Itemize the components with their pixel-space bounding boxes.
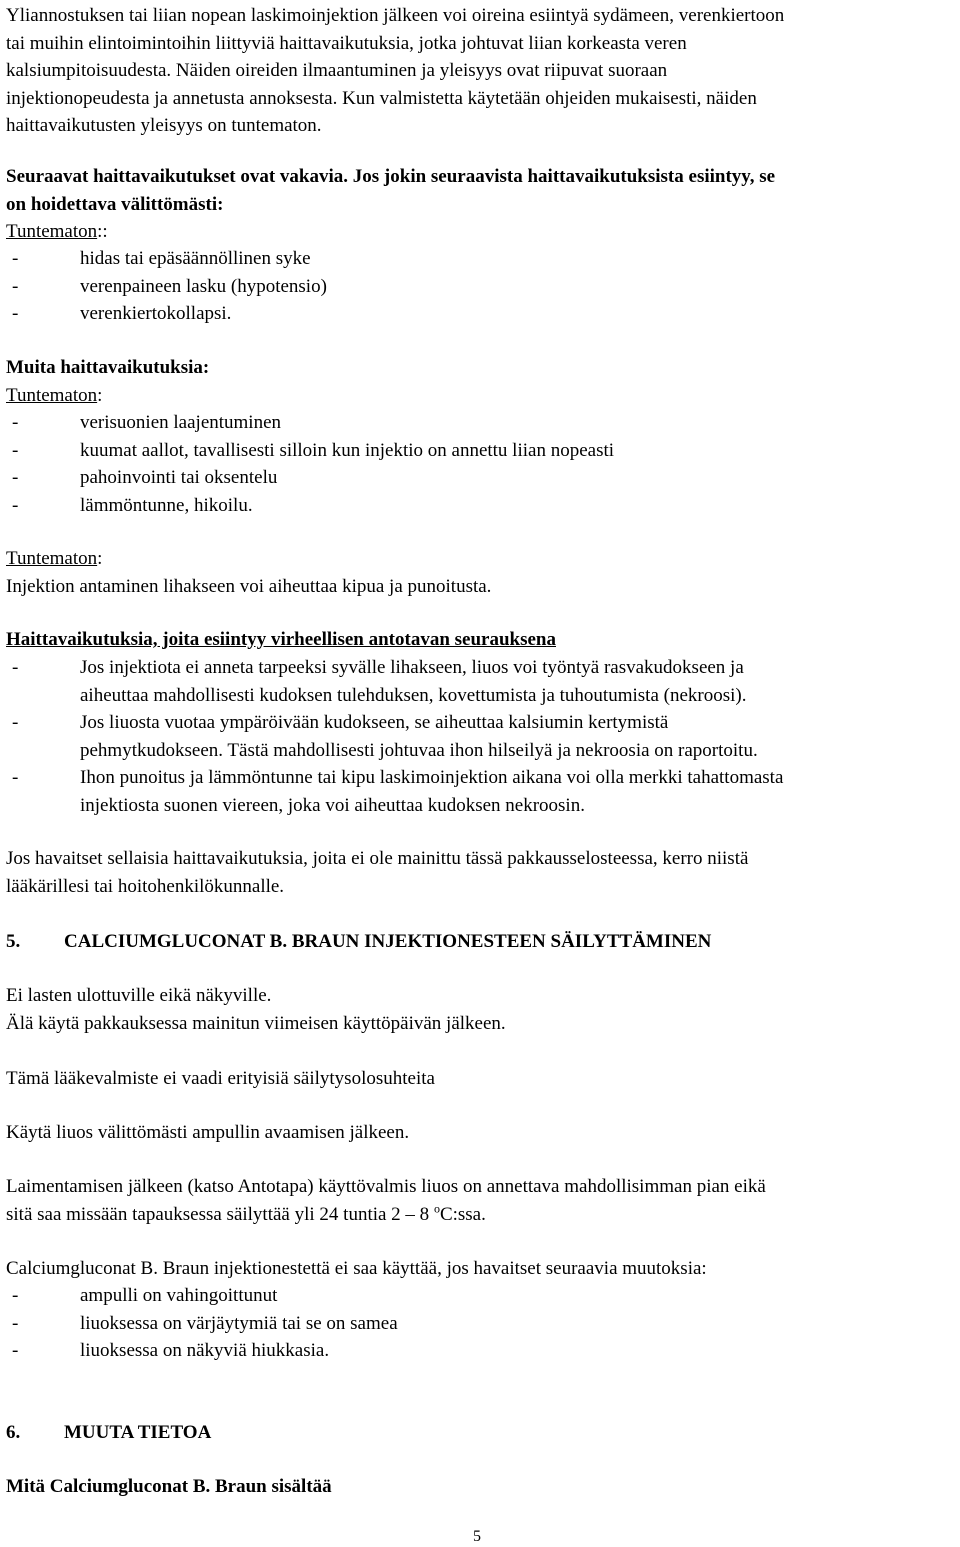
page-number: 5 [473,1528,481,1545]
section-6-heading [6,1419,211,1447]
other-effects-list [6,409,956,519]
report-line: lääkärillesi tai hoitohenkilökunnalle. [6,875,285,897]
changes-list [6,1282,956,1365]
other-frequency-label [6,382,956,410]
degree-superscript: o [433,1201,440,1216]
list-item-text: ampulli on vahingoittunut [80,1285,278,1306]
dilution-paragraph [6,1173,956,1228]
list-item-text: verenpaineen lasku (hypotensio) [80,275,327,297]
storage-line: Tämä lääkevalmiste ei vaadi erityisiä säilytysolosuhteita [6,1068,435,1089]
list-item: - kuumat aallot, tavallisesti silloin kun injektio on annettu liian nopeasti [12,439,615,461]
list-item-text: lämmöntunne, hikoilu. [80,494,253,516]
changes-intro [6,1255,956,1283]
list-item: - pahoinvointi tai oksentelu [12,467,278,488]
list-item: - Jos injektiota ei anneta tarpeeksi syvälle lihakseen, liuos voi työntyä rasvakudokseen ja aiheuttaa mahdollisesti kudoksen tulehduksen, kovettumista ja tuhoutumista (nekroosi). [6,654,956,709]
section-number: 6. [6,1422,21,1443]
dilution-text: sitä saa missään tapauksessa säilyttää yli 24 tuntia 2 – 8 [6,1203,434,1225]
subheading-text: Mitä Calciumgluconat B. Braun sisältää [6,1476,332,1497]
list-item-text: kuumat aallot, tavallisesti silloin kun injektio on annettu liian nopeasti [80,439,615,461]
list-item: - verenpaineen lasku (hypotensio) [12,275,327,297]
other-effects-heading [6,354,956,409]
list-item-line: Ihon punoitus ja lämmöntunne tai kipu laskimoinjektion aikana voi olla merkki tahattomasta [80,767,784,788]
serious-frequency-label [6,218,956,246]
list-item: - Ihon punoitus ja lämmöntunne tai kipu laskimoinjektion aikana voi olla merkki tahattomasta injektiosta suonen viereen, joka voi aiheuttaa kudoksen nekroosin. [6,764,956,819]
storage-children [6,982,956,1037]
dilution-line: Laimentamisen jälkeen (katso Antotapa) käyttövalmis liuos on annettava mahdollisimman pian eikä [6,1176,766,1197]
serious-effects-heading [6,163,956,246]
injection-note [6,545,956,600]
list-item-text: liuoksessa on näkyviä hiukkasia. [80,1340,330,1361]
list-item-text: verenkiertokollapsi. [80,303,232,324]
intro-paragraph [6,2,956,140]
list-item: - ampulli on vahingoittunut [12,1285,278,1306]
intro-line: Yliannostuksen tai liian nopean laskimoinjektion jälkeen voi oireina esiintyä sydämeen, verenkiertoon [6,5,785,26]
section-title: MUUTA TIETOA [64,1422,212,1443]
storage-line: Ei lasten ulottuville eikä näkyville. [6,985,272,1006]
section-title: CALCIUMGLUCONAT B. BRAUN INJEKTIONESTEEN SÄILYTTÄMINEN [64,931,712,952]
storage-line: Älä käytä pakkauksessa mainitun viimeisen käyttöpäivän jälkeen. [6,1012,506,1034]
list-item: - liuoksessa on värjäytymiä tai se on samea [12,1312,398,1334]
frequency-label: Tuntematon [6,548,98,569]
serious-heading-line: on hoidettava välittömästi: [6,193,224,215]
section-5-heading [6,928,711,956]
report-paragraph [6,845,956,900]
section-number: 5. [6,931,21,952]
serious-effects-list [6,245,956,328]
list-item: - verenkiertokollapsi. [12,303,232,324]
list-item-line: aiheuttaa mahdollisesti kudoksen tulehduksen, kovettumista ja tuhoutumista (nekroosi). [80,684,747,706]
frequency-suffix: : [97,548,103,569]
list-item-text: liuoksessa on värjäytymiä tai se on samea [80,1312,398,1334]
intro-line: injektionopeudesta ja annetusta annoksesta. Kun valmistetta käytetään ohjeiden mukaisesti, näiden [6,87,757,109]
frequency-suffix: :: [97,221,108,242]
other-heading: Muita haittavaikutuksia: [6,357,210,378]
list-item-line: injektiosta suonen viereen, joka voi aiheuttaa kudoksen nekroosin. [80,794,585,816]
list-item: - verisuonien laajentuminen [12,412,282,433]
changes-intro-text: Calciumgluconat B. Braun injektionestettä ei saa käyttää, jos havaitset seuraavia muutoksia: [6,1258,707,1279]
list-item-line: Jos liuosta vuotaa ympäröivään kudokseen, se aiheuttaa kalsiumin kertymistä [80,712,669,733]
injection-frequency-label [6,545,956,573]
list-item: - Jos liuosta vuotaa ympäröivään kudokseen, se aiheuttaa kalsiumin kertymistä pehmytkudokseen. Tästä mahdollisesti johtuvaa ihon hilseilyä ja nekroosia on raportoitu. [6,709,956,764]
list-item-line: pehmytkudokseen. Tästä mahdollisesti johtuvaa ihon hilseilyä ja nekroosia on raportoitu. [80,739,758,761]
injection-note-text: Injektion antaminen lihakseen voi aiheuttaa kipua ja punoitusta. [6,575,492,597]
misuse-heading-text: Haittavaikutuksia, joita esiintyy virheellisen antotavan seurauksena [6,629,556,650]
list-item: - lämmöntunne, hikoilu. [12,494,253,516]
list-item-text: hidas tai epäsäännöllinen syke [80,248,311,269]
intro-line: kalsiumpitoisuudesta. Näiden oireiden ilmaantuminen ja yleisyys ovat riipuvat suoraan [6,60,668,81]
frequency-suffix: : [97,384,103,406]
list-item: - liuoksessa on näkyviä hiukkasia. [12,1340,330,1361]
section-6-subheading [6,1473,332,1501]
intro-line: tai muihin elintoimintoihin liittyviä haittavaikutuksia, jotka johtuvat liian korkeasta veren [6,32,687,54]
misuse-list [6,654,956,819]
dilution-line [6,1201,956,1229]
list-item-text: pahoinvointi tai oksentelu [80,467,278,488]
serious-heading-line: Seuraavat haittavaikutukset ovat vakavia. Jos jokin seuraavista haittavaikutuksista esiintyy, se [6,166,776,187]
list-item-line: Jos injektiota ei anneta tarpeeksi syvälle lihakseen, liuos voi työntyä rasvakudokseen ja [80,657,744,678]
list-item-text: verisuonien laajentuminen [80,412,282,433]
storage-conditions [6,1065,956,1093]
intro-line: haittavaikutusten yleisyys on tuntematon. [6,115,322,136]
report-line: Jos havaitset sellaisia haittavaikutuksia, joita ei ole mainittu tässä pakkausselosteessa, kerro niistä [6,848,749,869]
list-item: - hidas tai epäsäännöllinen syke [12,248,311,269]
storage-line: Käytä liuos välittömästi ampullin avaamisen jälkeen. [6,1122,410,1143]
storage-use [6,1119,956,1147]
frequency-label: Tuntematon [6,221,98,242]
misuse-heading [6,626,956,654]
dilution-text: C:ssa. [439,1203,486,1225]
frequency-label: Tuntematon [6,384,98,406]
